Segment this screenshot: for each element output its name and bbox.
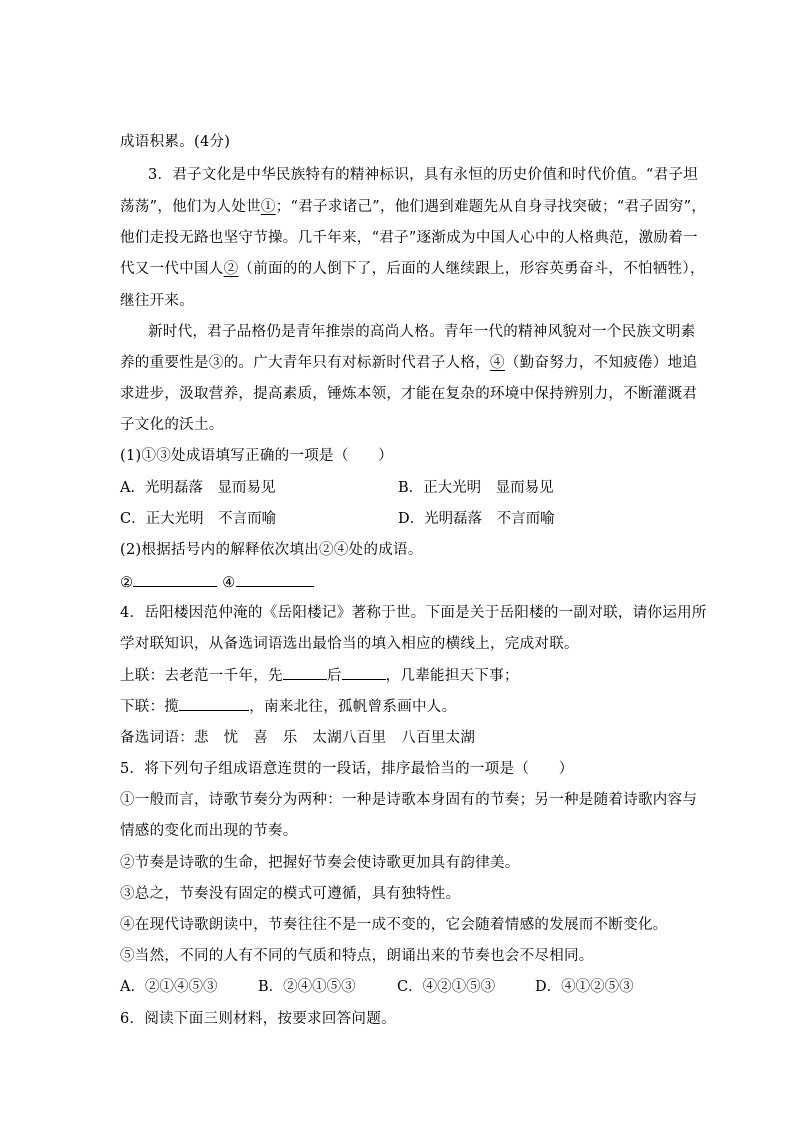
q4-lower-couplet (120, 695, 456, 718)
intro-text: 成语积累。(4分) (120, 134, 231, 150)
q5-s1b: 情感的变化而出现的节奏。 (120, 823, 298, 839)
q3-option-b-text: B．正大光明 显而易见 (398, 480, 554, 496)
q3-p2-line-2 (120, 352, 697, 374)
q5-option-c-text: C．④②①⑤③ (397, 979, 496, 995)
answer-blank-4[interactable] (236, 571, 314, 587)
blank-marker-3: ③ (208, 355, 224, 371)
q3-option-c-text: C．正大光明 不言而喻 (120, 511, 277, 527)
q3-p1-line-3 (120, 227, 698, 249)
q3-p1-l4a: 代又一代中国人 (120, 261, 224, 277)
q4-upper-couplet (120, 664, 519, 687)
q5-l1: 5．将下列句子组成语意连贯的一段话，排序最恰当的一项是（ ） (120, 761, 574, 777)
q3-p2-l2b: 的。广大青年只有对标新时代君子人格， (223, 355, 491, 371)
q5-sentence-3 (120, 883, 460, 905)
q3-p2-line-4 (120, 414, 224, 436)
q3-fill-line (120, 571, 314, 594)
q5-option-d (535, 976, 634, 998)
q3-p2-line-3 (120, 383, 697, 405)
q4-up-b: 后 (326, 668, 342, 684)
q5-option-b-text: B．②④①⑤③ (258, 979, 356, 995)
q4-up-c: ，几辈能担天下事； (385, 668, 519, 684)
fill-marker-4: ④ (222, 575, 236, 591)
q5-option-d-text: D．④①②⑤③ (535, 979, 634, 995)
q6-l1: 6．阅读下面三则材料，按要求回答问题。 (120, 1011, 396, 1027)
couplet-blank-1[interactable] (283, 664, 327, 680)
q4-line-1 (120, 602, 707, 624)
q3-p1-l1: 3．君子文化是中华民族特有的精神标识，具有永恒的历史价值和时代价值。“君子坦 (148, 167, 699, 183)
q4-l1: 4．岳阳楼因范仲淹的《岳阳楼记》著称于世。下面是关于岳阳楼的一副对联，请你运用所 (120, 605, 707, 621)
fill-marker-2: ② (120, 575, 134, 591)
q4-up-a: 上联：去老范一千年，先 (120, 668, 283, 684)
q5-option-a (120, 976, 217, 998)
blank-marker-1: ① (260, 199, 276, 215)
q3-option-a-text: A．光明磊落 显而易见 (120, 480, 276, 496)
q5-s2: ②节奏是诗歌的生命，把握好节奏会使诗歌更加具有韵律美。 (120, 855, 520, 871)
q3-option-a (120, 477, 275, 499)
q3-sub1-text: (1)①③处成语填写正确的一项是（ ） (120, 448, 394, 464)
q3-p2-l1: 新时代，君子品格仍是青年推崇的高尚人格。青年一代的精神风貌对一个民族文明素 (148, 324, 696, 340)
couplet-blank-2[interactable] (342, 664, 386, 680)
q4-line-2 (120, 633, 579, 655)
q5-sentence-1a (120, 789, 697, 811)
q3-p1-l5: 继往开来。 (120, 293, 194, 309)
q3-p2-l3: 求进步，汲取营养，提高素质，锤炼本领，才能在复杂的环境中保持辨别力，不断灌溉君 (120, 386, 698, 402)
couplet-blank-3[interactable] (179, 695, 249, 711)
q5-option-b (258, 976, 356, 998)
q4-word-bank (120, 727, 475, 749)
q5-s1a: ①一般而言，诗歌节奏分为两种：一种是诗歌本身固有的节奏；另一种是随着诗歌内容与 (120, 792, 698, 808)
q3-p1-l2b: ；“君子求诸己”，他们遇到难题先从自身寻找突破；“君子固穷”， (275, 199, 707, 215)
q3-p2-l4: 子文化的沃土。 (120, 417, 224, 433)
q5-line-1 (120, 758, 574, 780)
q3-p1-l3: 他们走投无路也坚守节操。几千年来，“君子”逐渐成为中国人心中的人格典范，激励着一 (120, 230, 698, 246)
q4-l2: 学对联知识，从备选词语选出最恰当的填入相应的横线上，完成对联。 (120, 636, 579, 652)
blank-marker-4: ④ (490, 355, 505, 371)
q3-sub1 (120, 445, 393, 467)
q5-s4: ④在现代诗歌朗读中，节奏往往不是一成不变的，它会随着情感的发展而不断变化。 (120, 917, 668, 933)
q5-option-c (397, 976, 495, 998)
q5-option-a-text: A．②①④⑤③ (120, 979, 218, 995)
q3-p1-line-5 (120, 290, 194, 312)
q5-sentence-4 (120, 914, 668, 936)
q6-line-1 (120, 1008, 396, 1030)
q5-s3: ③总之，节奏没有固定的模式可遵循，具有独特性。 (120, 886, 461, 902)
blank-marker-2: ② (223, 261, 239, 277)
q5-sentence-2 (120, 852, 520, 874)
q3-p1-l4b: （前面的的人倒下了，后面的人继续跟上，形容英勇奋斗，不怕牺牲）， (238, 261, 705, 277)
q3-p2-l2c: （勤奋努力，不知疲倦）地追 (504, 355, 698, 371)
q3-option-c (120, 508, 276, 530)
q3-p1-l2a: 荡荡”，他们为人处世 (120, 199, 261, 215)
q3-sub2 (120, 539, 423, 561)
q4-words: 备选词语：悲 忧 喜 乐 太湖八百里 八百里太湖 (120, 730, 476, 746)
q3-option-d-text: D．光明磊落 不言而喻 (398, 511, 555, 527)
q5-s5: ⑤当然，不同的人有不同的气质和特点，朗诵出来的节奏也会不尽相同。 (120, 948, 594, 964)
intro-line (120, 131, 230, 153)
q3-p1-line-2 (120, 196, 706, 218)
answer-blank-2[interactable] (133, 571, 217, 587)
q3-p2-line-1 (148, 321, 696, 343)
q4-down-a: 下联：揽 (120, 699, 180, 715)
q3-p1-line-4 (120, 258, 705, 280)
q5-sentence-1b (120, 820, 298, 842)
q3-option-d (398, 508, 555, 530)
q3-p2-l2a: 养的重要性是 (120, 355, 209, 371)
q3-option-b (398, 477, 554, 499)
q3-sub2-text: (2)根据括号内的解释依次填出②④处的成语。 (120, 542, 423, 558)
q3-p1-line-1 (148, 164, 698, 186)
q4-down-b: ，南来北往，孤帆曾系画中人。 (249, 699, 457, 715)
q5-sentence-5 (120, 945, 594, 967)
